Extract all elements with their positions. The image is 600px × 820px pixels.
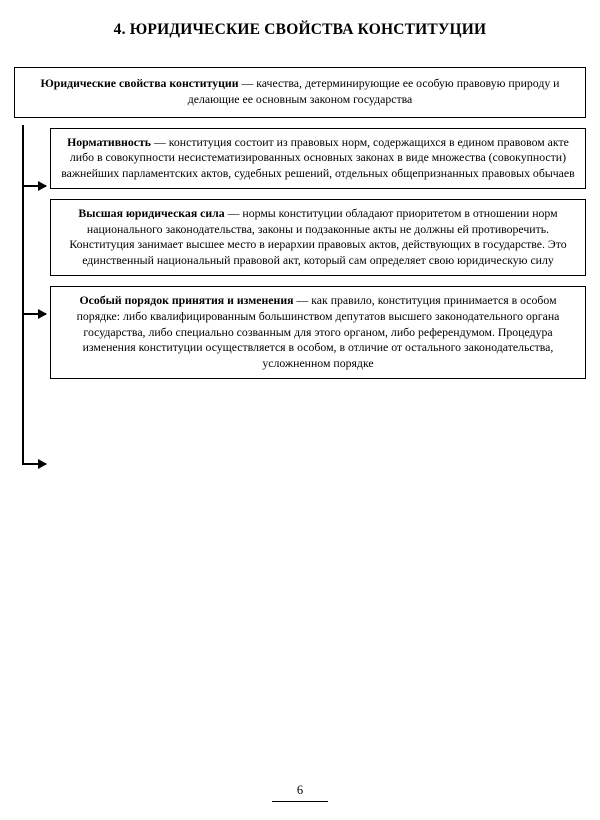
root-node-text: качества, детерминирующие ее особую правовую природу и делающие ее основным законом государства [187, 76, 560, 106]
document-page [0, 20, 600, 820]
child-wrap-2 [14, 199, 586, 276]
root-node-heading: Юридические свойства конституции [40, 76, 239, 91]
node-normativnost-dash: — [151, 134, 169, 149]
connector-trunk [22, 125, 24, 465]
node-vysshaya-sila-text: нормы конституции обладают приоритетом в отношении норм национального законодательства, законы и подзаконные акты не должны ей противоречить. Конституция занимает высшее место в иерархии правовых актов, действующих в государстве. Это единственный национальный правовой акт, который сам определяет свою юридическую силу [69, 206, 567, 267]
diagram-container [0, 67, 600, 379]
connector-arrow-1 [22, 185, 46, 187]
connector-arrow-3 [22, 463, 46, 465]
page-title: 4. ЮРИДИЧЕСКИЕ СВОЙСТВА КОНСТИТУЦИИ [113, 21, 487, 38]
child-wrap-1 [14, 128, 586, 190]
node-normativnost-text: конституция состоит из правовых норм, содержащихся в едином правовом акте либо в совокупности несистематизированных основных законах в виде множества (совокупности) важнейших парламентских актов, судебных решений, отдельных общепризнанных правовых обычаев [61, 134, 575, 180]
child-wrap-3 [14, 286, 586, 379]
page-number: 6 [272, 783, 328, 802]
node-normativnost [50, 128, 586, 190]
node-osobyy-poryadok [50, 286, 586, 379]
node-osobyy-poryadok-text: как правило, конституция принимается в особом порядке: либо квалифицированным большинством депутатов высшего законодательного органа государства, либо специально созванным для этого органом, либо референдумом. Процедура изменения конституции осуществляется в особом, в отличие от остального законодательства, усложненном порядке [76, 293, 560, 370]
node-vysshaya-sila-dash: — [224, 206, 243, 221]
page-footer [0, 783, 600, 802]
node-vysshaya-sila [50, 199, 586, 276]
connector-arrow-2 [22, 313, 46, 315]
node-osobyy-poryadok-heading: Особый порядок принятия и изменения [79, 293, 294, 308]
node-osobyy-poryadok-dash: — [293, 293, 312, 308]
root-node-dash: — [238, 76, 257, 91]
node-normativnost-heading: Нормативность [67, 134, 152, 149]
node-vysshaya-sila-heading: Высшая юридическая сила [78, 206, 225, 221]
root-node [14, 67, 586, 117]
